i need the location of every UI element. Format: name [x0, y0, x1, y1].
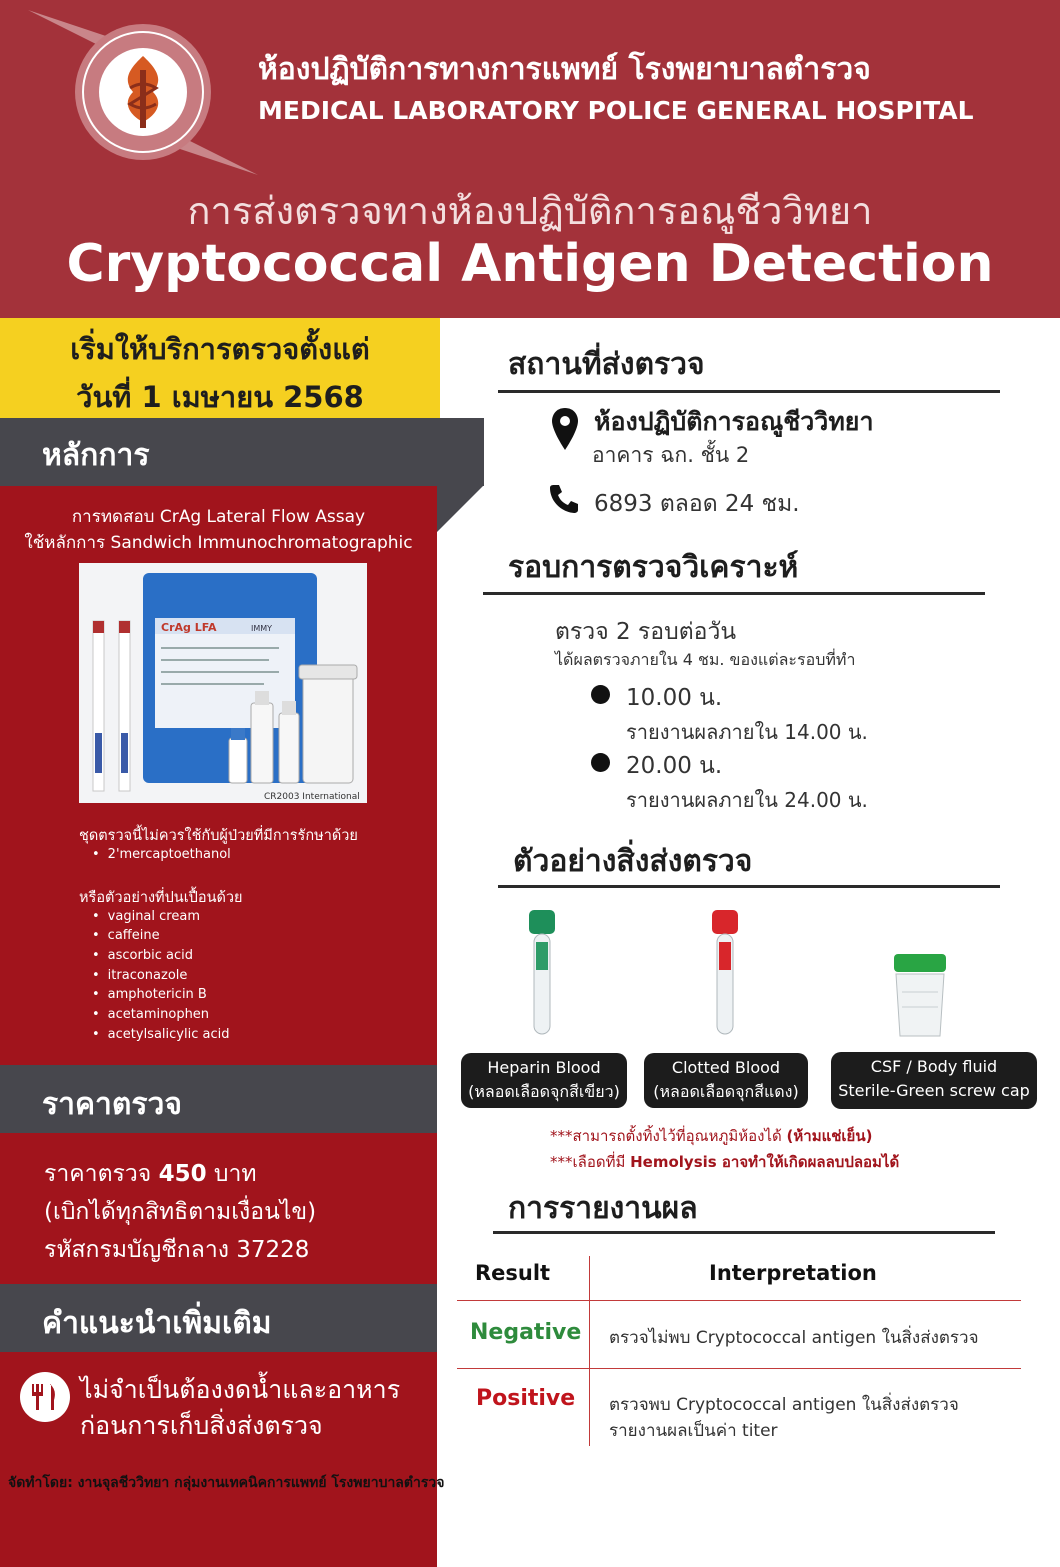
contaminant-item: • acetylsalicylic acid — [92, 1027, 229, 1042]
specimen-label-clotted — [644, 1053, 808, 1108]
principle-heading: หลักการ — [42, 438, 150, 473]
hemolysis-note — [550, 1150, 899, 1174]
contaminant-item: • itraconazole — [92, 968, 187, 983]
round-bullet — [591, 685, 610, 704]
location-lab-name: ห้องปฏิบัติการอณูชีววิทยา — [594, 407, 874, 436]
location-pin-icon — [550, 406, 580, 452]
storage-note — [550, 1124, 872, 1148]
contaminant-item: • caffeine — [92, 928, 160, 943]
round-bullet — [591, 753, 610, 772]
result-positive: Positive — [476, 1386, 576, 1411]
specimen-name: Clotted Blood — [671, 1058, 781, 1077]
footer-prefix: จัดทำโดย: — [8, 1475, 78, 1491]
warning-treatment-heading: ชุดตรวจนี้ไม่ควรใช้กับผู้ป่วยที่มีการรักษาด้วย — [79, 828, 358, 844]
price-reimbursement: (เบิกได้ทุกสิทธิตามเงื่อนไข) — [44, 1199, 317, 1225]
specimen-divider — [498, 885, 1000, 888]
kit-brand-label: CrAg LFA — [161, 621, 217, 634]
principle-bar-shadow — [437, 486, 483, 532]
price-amount — [44, 1156, 257, 1192]
sterile-container-icon — [890, 952, 950, 1040]
green-top-tube-icon — [528, 908, 556, 1042]
page-subtitle: การส่งตรวจทางห้องปฏิบัติการอณูชีววิทยา — [187, 189, 873, 233]
phone-icon — [548, 482, 580, 514]
rounds-heading: รอบการตรวจวิเคราะห์ — [508, 550, 799, 585]
contaminant-item: • amphotericin B — [92, 987, 207, 1002]
price-code: รหัสกรมบัญชีกลาง 37228 — [44, 1237, 310, 1263]
table-header-rule — [457, 1300, 1021, 1301]
location-heading: สถานที่ส่งตรวจ — [508, 347, 705, 382]
advice-section-bar — [0, 1284, 437, 1352]
hemolysis-note-emphasis: Hemolysis อาจทำให้เกิดผลลบปลอมได้ — [630, 1153, 900, 1171]
principle-section-bar — [0, 418, 484, 486]
location-divider — [498, 390, 1000, 393]
contaminant-item: • acetaminophen — [92, 1007, 209, 1022]
round-report-time: รายงานผลภายใน 24.00 น. — [626, 788, 868, 812]
storage-note-text: ***สามารถตั้งทิ้งไว้ที่อุณหภูมิห้องได้ — [550, 1127, 787, 1145]
result-column-header: Result — [475, 1261, 551, 1285]
specimen-heading: ตัวอย่างสิ่งส่งตรวจ — [513, 844, 753, 879]
advice-line1: ไม่จำเป็นต้องงดน้ำและอาหาร — [80, 1375, 401, 1404]
price-prefix: ราคาตรวจ — [44, 1161, 159, 1187]
warning-treatment-item: • 2'mercaptoethanol — [92, 847, 231, 862]
interpretation-positive: ตรวจพบ Cryptococcal antigen ในสิ่งส่งตรวจ — [609, 1395, 959, 1415]
specimen-container: Sterile-Green screw cap — [838, 1081, 1030, 1100]
test-kit-illustration — [79, 563, 367, 803]
specimen-label-heparin — [461, 1053, 627, 1108]
specimen-tube: (หลอดเลือดจุกสีแดง) — [653, 1082, 799, 1101]
round-time: 20.00 น. — [626, 753, 723, 779]
location-phone: 6893 ตลอด 24 ชม. — [594, 491, 800, 517]
specimen-name: Heparin Blood — [487, 1058, 601, 1077]
red-top-tube-icon — [711, 908, 739, 1042]
test-kit-photo — [79, 563, 367, 803]
interpretation-positive-titer: รายงานผลเป็นค่า titer — [609, 1421, 778, 1441]
report-heading: การรายงานผล — [508, 1191, 698, 1226]
table-column-divider — [589, 1256, 590, 1446]
price-unit: บาท — [206, 1161, 257, 1187]
advice-line2: ก่อนการเก็บสิ่งส่งตรวจ — [80, 1411, 323, 1440]
advice-heading: คำแนะนำเพิ่มเติม — [42, 1306, 272, 1341]
hospital-name-english: MEDICAL LABORATORY POLICE GENERAL HOSPITAL — [258, 96, 974, 125]
interpretation-column-header: Interpretation — [709, 1261, 877, 1285]
footer-credit — [8, 1472, 444, 1494]
start-date-line2: วันที่ 1 เมษายน 2568 — [76, 380, 364, 414]
rounds-turnaround: ได้ผลตรวจภายใน 4 ชม. ของแต่ละรอบที่ทำ — [555, 650, 856, 669]
rounds-divider — [483, 592, 985, 595]
contaminant-item: • vaginal cream — [92, 909, 200, 924]
result-negative: Negative — [470, 1320, 582, 1345]
footer-org: งานจุลชีววิทยา กลุ่มงานเทคนิคการแพทย์ โรงพยาบาลตำรวจ — [77, 1475, 445, 1491]
specimen-tube: (หลอดเลือดจุกสีเขียว) — [468, 1082, 620, 1101]
warning-contaminant-heading: หรือตัวอย่างที่ปนเปื้อนด้วย — [79, 890, 243, 906]
location-building: อาคาร ฉก. ชั้น 2 — [592, 443, 750, 467]
round-time: 10.00 น. — [626, 685, 723, 711]
specimen-label-csf — [831, 1052, 1037, 1109]
page-title: Cryptococcal Antigen Detection — [66, 234, 994, 294]
contaminant-item: • ascorbic acid — [92, 948, 193, 963]
kit-maker-label: IMMY — [251, 624, 273, 633]
price-section-bar — [0, 1065, 437, 1133]
rounds-count: ตรวจ 2 รอบต่อวัน — [555, 619, 737, 645]
hospital-name-thai: ห้องปฏิบัติการทางการแพทย์ โรงพยาบาลตำรวจ — [258, 52, 871, 87]
round-report-time: รายงานผลภายใน 14.00 น. — [626, 720, 868, 744]
principle-line1: การทดสอบ CrAg Lateral Flow Assay — [71, 507, 366, 527]
start-date-line1: เริ่มให้บริการตรวจตั้งแต่ — [70, 332, 370, 366]
specimen-name: CSF / Body fluid — [870, 1057, 998, 1076]
price-value: 450 — [158, 1161, 207, 1187]
kit-caption: CR2003 International — [264, 792, 360, 802]
table-row-rule — [457, 1368, 1021, 1369]
price-heading: ราคาตรวจ — [42, 1087, 182, 1122]
report-divider — [493, 1231, 995, 1234]
storage-note-emphasis: (ห้ามแช่เย็น) — [786, 1127, 873, 1145]
interpretation-negative: ตรวจไม่พบ Cryptococcal antigen ในสิ่งส่งตรวจ — [609, 1328, 979, 1348]
principle-line2: ใช้หลักการ Sandwich Immunochromatographic — [24, 533, 413, 553]
utensils-icon — [20, 1372, 70, 1422]
hemolysis-note-text: ***เลือดที่มี — [550, 1153, 631, 1171]
hospital-logo — [28, 10, 258, 175]
